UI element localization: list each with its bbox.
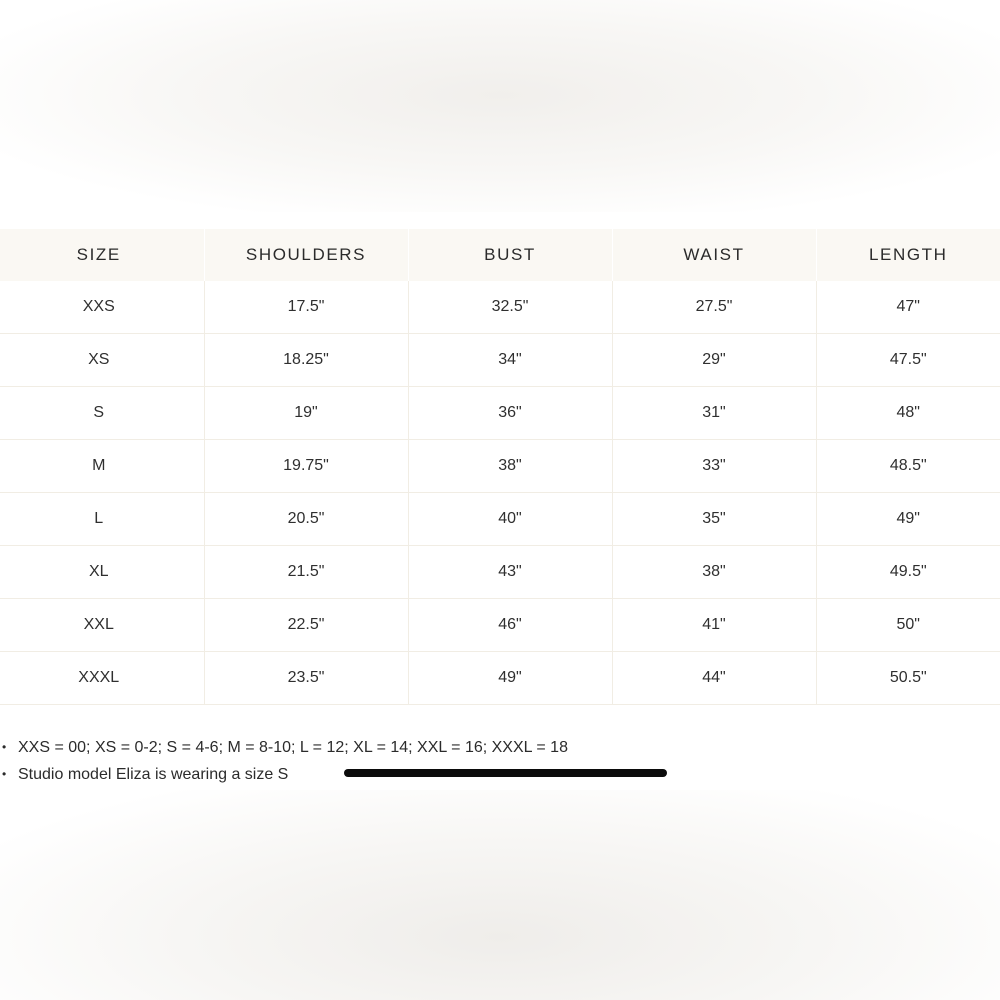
column-header-shoulders: SHOULDERS bbox=[204, 229, 408, 281]
waist-cell: 27.5" bbox=[612, 281, 816, 334]
column-header-size: SIZE bbox=[0, 229, 204, 281]
bullet-icon: • bbox=[2, 767, 7, 781]
model-size-note: Studio model Eliza is wearing a size S bbox=[18, 766, 289, 783]
size-cell: XXS bbox=[0, 281, 204, 334]
bust-cell: 43" bbox=[408, 546, 612, 599]
length-cell: 50" bbox=[816, 599, 1000, 652]
size-cell: XS bbox=[0, 334, 204, 387]
column-header-length: LENGTH bbox=[816, 229, 1000, 281]
bust-cell: 36" bbox=[408, 387, 612, 440]
size-cell: XXXL bbox=[0, 652, 204, 705]
blurred-background-top bbox=[0, 0, 1000, 212]
bullet-icon: • bbox=[2, 740, 7, 754]
shoulders-cell: 18.25" bbox=[204, 334, 408, 387]
table-row bbox=[0, 387, 1000, 440]
shoulders-cell: 21.5" bbox=[204, 546, 408, 599]
size-chart-panel bbox=[0, 212, 1000, 790]
waist-cell: 35" bbox=[612, 493, 816, 546]
length-cell: 47" bbox=[816, 281, 1000, 334]
bust-cell: 38" bbox=[408, 440, 612, 493]
waist-cell: 44" bbox=[612, 652, 816, 705]
size-chart-table bbox=[0, 229, 1000, 705]
shoulders-cell: 20.5" bbox=[204, 493, 408, 546]
table-row bbox=[0, 493, 1000, 546]
waist-cell: 41" bbox=[612, 599, 816, 652]
length-cell: 48" bbox=[816, 387, 1000, 440]
shoulders-cell: 23.5" bbox=[204, 652, 408, 705]
table-row bbox=[0, 652, 1000, 705]
bust-cell: 46" bbox=[408, 599, 612, 652]
shoulders-cell: 19" bbox=[204, 387, 408, 440]
size-cell: L bbox=[0, 493, 204, 546]
size-notes-list bbox=[0, 734, 1000, 788]
length-cell: 50.5" bbox=[816, 652, 1000, 705]
waist-cell: 33" bbox=[612, 440, 816, 493]
column-header-bust: BUST bbox=[408, 229, 612, 281]
waist-cell: 31" bbox=[612, 387, 816, 440]
length-cell: 48.5" bbox=[816, 440, 1000, 493]
list-item bbox=[0, 734, 1000, 761]
bust-cell: 34" bbox=[408, 334, 612, 387]
bust-cell: 32.5" bbox=[408, 281, 612, 334]
size-cell: M bbox=[0, 440, 204, 493]
length-cell: 49.5" bbox=[816, 546, 1000, 599]
shoulders-cell: 22.5" bbox=[204, 599, 408, 652]
size-cell: S bbox=[0, 387, 204, 440]
table-row bbox=[0, 334, 1000, 387]
shoulders-cell: 17.5" bbox=[204, 281, 408, 334]
waist-cell: 29" bbox=[612, 334, 816, 387]
shoulders-cell: 19.75" bbox=[204, 440, 408, 493]
bust-cell: 40" bbox=[408, 493, 612, 546]
waist-cell: 38" bbox=[612, 546, 816, 599]
redaction-mark bbox=[344, 769, 667, 777]
length-cell: 49" bbox=[816, 493, 1000, 546]
size-cell: XXL bbox=[0, 599, 204, 652]
column-header-waist: WAIST bbox=[612, 229, 816, 281]
table-row bbox=[0, 599, 1000, 652]
table-header-row bbox=[0, 229, 1000, 281]
table-row bbox=[0, 281, 1000, 334]
length-cell: 47.5" bbox=[816, 334, 1000, 387]
size-conversion-note: XXS = 00; XS = 0-2; S = 4-6; M = 8-10; L = 12; XL = 14; XXL = 16; XXXL = 18 bbox=[18, 739, 568, 756]
bust-cell: 49" bbox=[408, 652, 612, 705]
blurred-background-bottom bbox=[0, 790, 1000, 1000]
table-row bbox=[0, 440, 1000, 493]
table-row bbox=[0, 546, 1000, 599]
size-cell: XL bbox=[0, 546, 204, 599]
